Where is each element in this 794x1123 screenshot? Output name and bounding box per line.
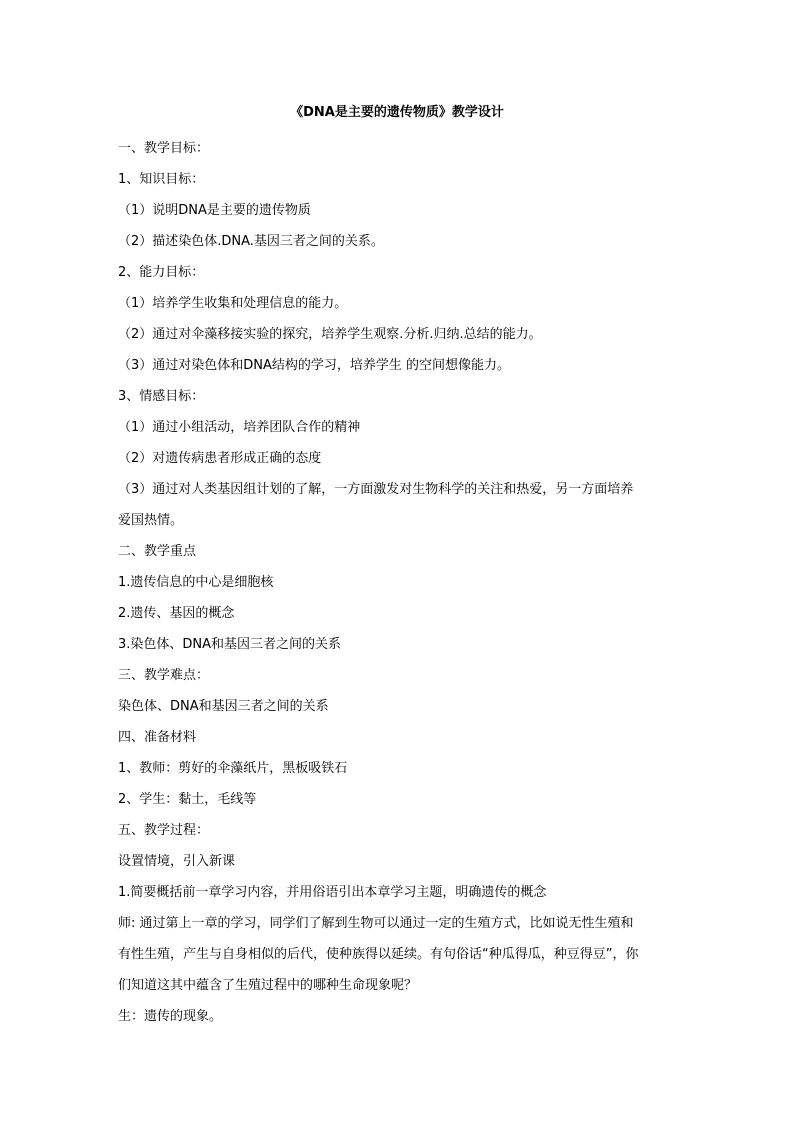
text-line: 有性生殖，产生与自身相似的后代，使种族得以延续。有句俗话“种瓜得瓜，种豆得豆”，你 [118, 947, 639, 962]
text-line: 1.遗传信息的中心是细胞核 [118, 575, 274, 590]
text-line: 师: 通过第上一章的学习，同学们了解到生物可以通过一定的生殖方式，比如说无性生殖和 [118, 916, 634, 931]
text-line: 2、能力目标： [118, 265, 205, 280]
text-line: 们知道这其中蕴含了生殖过程中的哪种生命现象呢？ [118, 978, 418, 993]
text-line: 三、教学难点： [118, 668, 210, 683]
text-line: （2）对遗传病患者形成正确的态度 [118, 451, 322, 466]
text-line: 1、知识目标： [118, 172, 205, 187]
text-line: 1.简要概括前一章学习内容，并用俗语引出本章学习主题，明确遗传的概念 [118, 885, 547, 900]
text-line: 生：遗传的现象。 [118, 1009, 223, 1024]
text-line: 二、教学重点 [118, 544, 197, 559]
text-line: （1）通过小组活动，培养团队合作的精神 [118, 420, 361, 435]
text-line: （1）培养学生收集和处理信息的能力。 [118, 296, 348, 311]
text-line: 一、教学目标： [118, 141, 210, 156]
text-line: 2、学生：黏土，毛线等 [118, 792, 257, 807]
document-title: 《DNA是主要的遗传物质》教学设计 [290, 105, 504, 120]
text-line: 设置情境，引入新课 [118, 854, 236, 869]
text-line: 五、教学过程： [118, 823, 210, 838]
text-line: （1）说明DNA是主要的遗传物质 [118, 203, 311, 218]
text-line: 染色体、DNA和基因三者之间的关系 [118, 699, 329, 714]
text-line: 1、教师：剪好的伞藻纸片，黑板吸铁石 [118, 761, 348, 776]
text-line: （3）通过对染色体和DNA结构的学习，培养学生 的空间想像能力。 [118, 358, 511, 373]
text-line: （2）通过对伞藻移接实验的探究，培养学生观察.分析.归纳.总结的能力。 [118, 327, 542, 342]
text-line: （3）通过对人类基因组计划的了解，一方面激发对生物科学的关注和热爱，另一方面培养 [118, 482, 634, 497]
document-body [118, 133, 688, 1032]
text-line: 3.染色体、DNA和基因三者之间的关系 [118, 637, 342, 652]
text-line: 3、情感目标： [118, 389, 205, 404]
text-line: 四、准备材料 [118, 730, 197, 745]
text-line: 2.遗传、基因的概念 [118, 606, 235, 621]
text-line: （2）描述染色体.DNA.基因三者之间的关系。 [118, 234, 384, 249]
text-line: 爱国热情。 [118, 513, 184, 528]
